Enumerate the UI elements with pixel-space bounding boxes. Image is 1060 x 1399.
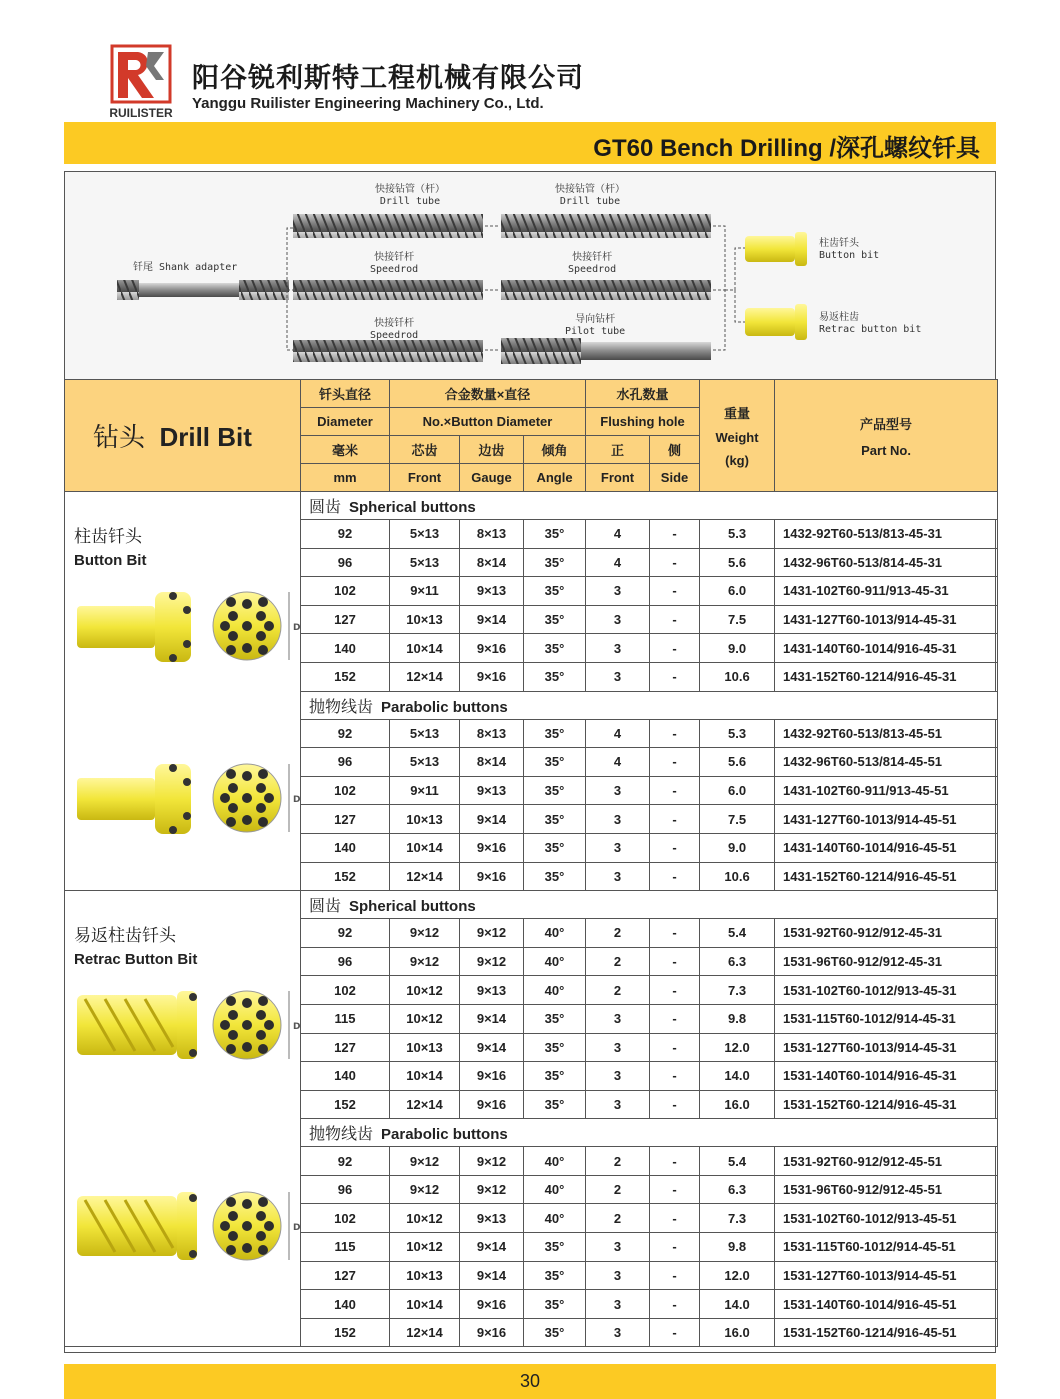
cell-flush-front: 3	[586, 833, 650, 862]
cell-part-number: 1531-127T60-1013/914-45-51	[775, 1261, 998, 1290]
company-name-en: Yanggu Ruilister Engineering Machinery Co., Ltd.	[192, 95, 544, 112]
cell-part-number: 1431-102T60-911/913-45-31	[775, 577, 998, 606]
cell-flush-front: 4	[586, 719, 650, 748]
cell-flush-front: 3	[586, 862, 650, 891]
cell-gauge-buttons: 9×13	[460, 1204, 524, 1233]
cell-front-buttons: 10×12	[390, 1004, 460, 1033]
cell-angle: 35°	[524, 1004, 586, 1033]
section-header: 钻头 Drill Bit	[65, 380, 301, 492]
cell-flush-front: 3	[586, 1290, 650, 1319]
cell-front-buttons: 9×12	[390, 1175, 460, 1204]
flushing-header-en: Flushing hole	[586, 408, 700, 436]
cell-weight: 9.0	[700, 634, 775, 663]
cell-part-number: 1431-140T60-1014/916-45-51	[775, 833, 998, 862]
svg-text:D: D	[293, 1022, 301, 1033]
diameter-header-cn: 钎头直径	[301, 380, 390, 408]
cell-part-number: 1431-140T60-1014/916-45-31	[775, 634, 998, 663]
cell-flush-front: 3	[586, 634, 650, 663]
unit-header-en: mm	[301, 464, 390, 492]
cell-flush-front: 3	[586, 1004, 650, 1033]
cell-flush-side: -	[650, 634, 700, 663]
group-header-row	[65, 891, 998, 919]
cell-gauge-buttons: 9×16	[460, 634, 524, 663]
cell-gauge-buttons: 9×16	[460, 1290, 524, 1319]
cell-angle: 35°	[524, 520, 586, 549]
cell-front-buttons: 10×12	[390, 976, 460, 1005]
gauge-header-en: Gauge	[460, 464, 524, 492]
cell-front-buttons: 12×14	[390, 862, 460, 891]
cell-angle: 35°	[524, 1290, 586, 1319]
cell-flush-side: -	[650, 833, 700, 862]
cell-flush-side: -	[650, 805, 700, 834]
svg-text:D: D	[293, 1222, 301, 1233]
cell-diameter: 140	[301, 634, 390, 663]
cell-flush-side: -	[650, 776, 700, 805]
cell-flush-front: 4	[586, 520, 650, 549]
cell-weight: 14.0	[700, 1062, 775, 1091]
cell-angle: 35°	[524, 1261, 586, 1290]
cell-gauge-buttons: 9×12	[460, 1175, 524, 1204]
cell-diameter: 92	[301, 520, 390, 549]
logo-text: RUILISTER	[109, 106, 173, 120]
cell-flush-front: 3	[586, 1261, 650, 1290]
cell-flush-side: -	[650, 1318, 700, 1347]
cell-angle: 35°	[524, 805, 586, 834]
cell-gauge-buttons: 9×16	[460, 662, 524, 691]
cell-flush-side: -	[650, 1147, 700, 1176]
cell-angle: 35°	[524, 1318, 586, 1347]
flush-side-header-cn: 侧	[650, 436, 700, 464]
cell-weight: 6.3	[700, 947, 775, 976]
svg-text:D: D	[293, 623, 301, 633]
cell-front-buttons: 9×11	[390, 577, 460, 606]
cell-gauge-buttons: 9×16	[460, 833, 524, 862]
cell-flush-side: -	[650, 748, 700, 777]
cell-diameter: 92	[301, 919, 390, 948]
drill-tube-label-1: 快接钻管（杆） Drill tube	[375, 184, 445, 207]
cell-flush-front: 3	[586, 1033, 650, 1062]
cell-flush-front: 3	[586, 577, 650, 606]
cell-part-number: 1531-140T60-1014/916-45-31	[775, 1062, 998, 1091]
cell-diameter: 152	[301, 1090, 390, 1119]
cell-part-number: 1531-102T60-1012/913-45-51	[775, 1204, 998, 1233]
cell-diameter: 127	[301, 805, 390, 834]
cell-angle: 40°	[524, 976, 586, 1005]
cell-diameter: 152	[301, 1318, 390, 1347]
cell-front-buttons: 5×13	[390, 748, 460, 777]
group-label: 抛物线齿 Parabolic buttons	[301, 1119, 998, 1147]
cell-angle: 35°	[524, 776, 586, 805]
cell-weight: 14.0	[700, 1290, 775, 1319]
cell-gauge-buttons: 9×16	[460, 862, 524, 891]
cell-part-number: 1432-92T60-513/813-45-51	[775, 719, 998, 748]
cell-gauge-buttons: 8×13	[460, 719, 524, 748]
cell-gauge-buttons: 8×14	[460, 548, 524, 577]
cell-weight: 6.0	[700, 577, 775, 606]
cell-flush-front: 2	[586, 1204, 650, 1233]
flush-front-header-en: Front	[586, 464, 650, 492]
cell-part-number: 1531-127T60-1013/914-45-31	[775, 1033, 998, 1062]
cell-part-number: 1432-96T60-513/814-45-51	[775, 748, 998, 777]
angle-header-en: Angle	[524, 464, 586, 492]
cell-flush-front: 2	[586, 947, 650, 976]
cell-gauge-buttons: 9×14	[460, 1004, 524, 1033]
cell-front-buttons: 10×13	[390, 805, 460, 834]
cell-diameter: 140	[301, 833, 390, 862]
buttons-header-en: No.×Button Diameter	[390, 408, 586, 436]
cell-part-number: 1531-115T60-1012/914-45-31	[775, 1004, 998, 1033]
cell-gauge-buttons: 9×14	[460, 1033, 524, 1062]
shank-adapter-label: 钎尾 Shank adapter	[133, 262, 238, 273]
cell-gauge-buttons: 9×12	[460, 947, 524, 976]
cell-angle: 40°	[524, 919, 586, 948]
cell-part-number: 1531-152T60-1214/916-45-31	[775, 1090, 998, 1119]
cell-gauge-buttons: 9×14	[460, 1233, 524, 1262]
cell-front-buttons: 10×14	[390, 833, 460, 862]
cell-weight: 5.4	[700, 1147, 775, 1176]
cell-angle: 35°	[524, 548, 586, 577]
cell-diameter: 127	[301, 1261, 390, 1290]
cell-part-number: 1531-96T60-912/912-45-51	[775, 1175, 998, 1204]
group-label: 圆齿 Spherical buttons	[301, 492, 998, 520]
cell-diameter: 115	[301, 1233, 390, 1262]
cell-part-number: 1431-152T60-1214/916-45-51	[775, 862, 998, 891]
cell-weight: 5.3	[700, 520, 775, 549]
cell-front-buttons: 9×12	[390, 1147, 460, 1176]
cell-flush-side: -	[650, 947, 700, 976]
cell-weight: 12.0	[700, 1261, 775, 1290]
cell-angle: 35°	[524, 1062, 586, 1091]
drill-tube-label-2: 快接钻管（杆） Drill tube	[555, 184, 625, 207]
cell-diameter: 102	[301, 776, 390, 805]
cell-angle: 35°	[524, 748, 586, 777]
button-bit-label: 柱齿钎头 Button bit	[819, 238, 880, 261]
cell-diameter: 152	[301, 662, 390, 691]
cell-front-buttons: 10×14	[390, 634, 460, 663]
cell-gauge-buttons: 8×13	[460, 520, 524, 549]
cell-part-number: 1531-102T60-1012/913-45-31	[775, 976, 998, 1005]
flush-front-header-cn: 正	[586, 436, 650, 464]
cell-front-buttons: 9×12	[390, 919, 460, 948]
cell-gauge-buttons: 9×14	[460, 1261, 524, 1290]
page-header	[0, 0, 1060, 122]
cell-diameter: 140	[301, 1062, 390, 1091]
cell-weight: 10.6	[700, 862, 775, 891]
cell-flush-front: 3	[586, 1233, 650, 1262]
cell-weight: 7.5	[700, 605, 775, 634]
cell-diameter: 96	[301, 748, 390, 777]
company-name-cn: 阳谷锐利斯特工程机械有限公司	[192, 63, 584, 94]
cell-weight: 6.0	[700, 776, 775, 805]
cell-front-buttons: 9×12	[390, 947, 460, 976]
cell-part-number: 1531-92T60-912/912-45-31	[775, 919, 998, 948]
cell-diameter: 152	[301, 862, 390, 891]
page-title: GT60 Bench Drilling /深孔螺纹钎具	[593, 135, 980, 162]
cell-part-number: 1432-92T60-513/813-45-31	[775, 520, 998, 549]
cell-part-number: 1431-152T60-1214/916-45-31	[775, 662, 998, 691]
section-name-cn: 柱齿钎头	[74, 527, 142, 547]
cell-flush-side: -	[650, 976, 700, 1005]
cell-front-buttons: 10×12	[390, 1204, 460, 1233]
cell-flush-side: -	[650, 1233, 700, 1262]
buttons-header-cn: 合金数量×直径	[390, 380, 586, 408]
cell-gauge-buttons: 9×13	[460, 776, 524, 805]
cell-diameter: 102	[301, 1204, 390, 1233]
section-name-en: Retrac Button Bit	[74, 951, 198, 969]
cell-part-number: 1431-127T60-1013/914-45-31	[775, 605, 998, 634]
cell-part-number: 1531-152T60-1214/916-45-51	[775, 1318, 998, 1347]
cell-diameter: 96	[301, 947, 390, 976]
section-name-en: Button Bit	[74, 552, 147, 569]
cell-flush-front: 3	[586, 805, 650, 834]
cell-angle: 35°	[524, 605, 586, 634]
cell-angle: 35°	[524, 662, 586, 691]
cell-weight: 5.4	[700, 919, 775, 948]
cell-gauge-buttons: 9×13	[460, 976, 524, 1005]
cell-weight: 5.3	[700, 719, 775, 748]
section-side-cell	[65, 492, 301, 891]
speedrod-label-1: 快接钎杆 Speedrod	[370, 252, 419, 275]
spec-body	[65, 492, 998, 1347]
bit-image-1	[75, 752, 301, 844]
cell-gauge-buttons: 9×14	[460, 605, 524, 634]
cell-gauge-buttons: 8×14	[460, 748, 524, 777]
front-header-cn: 芯齿	[390, 436, 460, 464]
cell-flush-front: 3	[586, 1318, 650, 1347]
group-label: 圆齿 Spherical buttons	[301, 891, 998, 919]
cell-flush-front: 4	[586, 748, 650, 777]
cell-flush-side: -	[650, 1062, 700, 1091]
title-bar	[64, 122, 996, 164]
cell-flush-side: -	[650, 1204, 700, 1233]
cell-part-number: 1531-96T60-912/912-45-31	[775, 947, 998, 976]
cell-diameter: 102	[301, 577, 390, 606]
section-side-cell	[65, 891, 301, 1347]
cell-front-buttons: 10×13	[390, 1033, 460, 1062]
bit-image-3	[75, 1180, 301, 1272]
cell-weight: 5.6	[700, 748, 775, 777]
cell-diameter: 92	[301, 1147, 390, 1176]
cell-diameter: 115	[301, 1004, 390, 1033]
cell-diameter: 96	[301, 1175, 390, 1204]
cell-weight: 9.8	[700, 1233, 775, 1262]
cell-front-buttons: 9×11	[390, 776, 460, 805]
cell-angle: 35°	[524, 1033, 586, 1062]
cell-weight: 9.0	[700, 833, 775, 862]
cell-gauge-buttons: 9×13	[460, 577, 524, 606]
flushing-header-cn: 水孔数量	[586, 380, 700, 408]
drill-string-illustration	[65, 172, 995, 379]
cell-gauge-buttons: 9×12	[460, 1147, 524, 1176]
cell-weight: 16.0	[700, 1318, 775, 1347]
cell-flush-front: 3	[586, 776, 650, 805]
diameter-header-en: Diameter	[301, 408, 390, 436]
cell-front-buttons: 10×14	[390, 1062, 460, 1091]
cell-front-buttons: 10×13	[390, 605, 460, 634]
cell-weight: 7.5	[700, 805, 775, 834]
angle-header-cn: 倾角	[524, 436, 586, 464]
cell-flush-side: -	[650, 548, 700, 577]
drill-string-diagram	[65, 172, 995, 379]
cell-angle: 35°	[524, 634, 586, 663]
cell-part-number: 1432-96T60-513/814-45-31	[775, 548, 998, 577]
cell-part-number: 1531-92T60-912/912-45-51	[775, 1147, 998, 1176]
cell-weight: 9.8	[700, 1004, 775, 1033]
cell-front-buttons: 5×13	[390, 548, 460, 577]
cell-weight: 12.0	[700, 1033, 775, 1062]
cell-gauge-buttons: 9×16	[460, 1318, 524, 1347]
cell-flush-front: 3	[586, 605, 650, 634]
cell-angle: 35°	[524, 1090, 586, 1119]
ruilister-logo	[98, 44, 184, 120]
cell-angle: 40°	[524, 1147, 586, 1176]
cell-weight: 7.3	[700, 976, 775, 1005]
cell-gauge-buttons: 9×12	[460, 919, 524, 948]
weight-header: 重量 Weight (kg)	[700, 380, 775, 492]
bit-image-2	[75, 979, 301, 1071]
cell-flush-side: -	[650, 520, 700, 549]
cell-front-buttons: 5×13	[390, 719, 460, 748]
cell-part-number: 1431-102T60-911/913-45-51	[775, 776, 998, 805]
retrac-bit-label: 易返柱齿 Retrac button bit	[819, 312, 922, 335]
pilot-tube-label: 导向钻杆 Pilot tube	[565, 314, 626, 337]
cell-flush-side: -	[650, 605, 700, 634]
cell-angle: 40°	[524, 1175, 586, 1204]
cell-front-buttons: 12×14	[390, 1090, 460, 1119]
cell-gauge-buttons: 9×16	[460, 1090, 524, 1119]
cell-angle: 35°	[524, 719, 586, 748]
cell-angle: 40°	[524, 1204, 586, 1233]
cell-diameter: 140	[301, 1290, 390, 1319]
cell-flush-side: -	[650, 1175, 700, 1204]
cell-angle: 35°	[524, 577, 586, 606]
cell-part-number: 1431-127T60-1013/914-45-51	[775, 805, 998, 834]
flush-side-header-en: Side	[650, 464, 700, 492]
front-header-en: Front	[390, 464, 460, 492]
cell-flush-side: -	[650, 1261, 700, 1290]
group-label: 抛物线齿 Parabolic buttons	[301, 691, 998, 719]
svg-text:D: D	[293, 795, 301, 806]
part-header: 产品型号 Part No.	[775, 380, 998, 492]
speedrod-label-2: 快接钎杆 Speedrod	[568, 252, 617, 275]
cell-angle: 40°	[524, 947, 586, 976]
group-header-row	[65, 492, 998, 520]
page-number: 30	[64, 1364, 996, 1399]
section-name-cn: 易返柱齿钎头	[74, 926, 176, 947]
cell-flush-side: -	[650, 1033, 700, 1062]
cell-flush-front: 2	[586, 919, 650, 948]
cell-diameter: 102	[301, 976, 390, 1005]
cell-part-number: 1531-140T60-1014/916-45-51	[775, 1290, 998, 1319]
drill-bit-spec-table	[64, 379, 998, 1347]
cell-flush-side: -	[650, 1004, 700, 1033]
cell-diameter: 92	[301, 719, 390, 748]
cell-part-number: 1531-115T60-1012/914-45-51	[775, 1233, 998, 1262]
cell-gauge-buttons: 9×16	[460, 1062, 524, 1091]
cell-front-buttons: 12×14	[390, 1318, 460, 1347]
cell-flush-side: -	[650, 919, 700, 948]
cell-flush-front: 2	[586, 976, 650, 1005]
cell-diameter: 127	[301, 605, 390, 634]
cell-flush-front: 3	[586, 662, 650, 691]
cell-flush-front: 2	[586, 1175, 650, 1204]
cell-angle: 35°	[524, 1233, 586, 1262]
cell-diameter: 96	[301, 548, 390, 577]
cell-weight: 6.3	[700, 1175, 775, 1204]
cell-diameter: 127	[301, 1033, 390, 1062]
cell-flush-side: -	[650, 719, 700, 748]
cell-flush-front: 2	[586, 1147, 650, 1176]
bit-image-0	[75, 580, 301, 672]
cell-flush-side: -	[650, 662, 700, 691]
cell-flush-side: -	[650, 862, 700, 891]
cell-flush-front: 4	[586, 548, 650, 577]
cell-front-buttons: 5×13	[390, 520, 460, 549]
unit-header-cn: 毫米	[301, 436, 390, 464]
cell-flush-side: -	[650, 577, 700, 606]
cell-front-buttons: 12×14	[390, 662, 460, 691]
cell-weight: 16.0	[700, 1090, 775, 1119]
cell-flush-side: -	[650, 1290, 700, 1319]
speedrod-label-3: 快接钎杆 Speedrod	[370, 318, 419, 341]
cell-flush-front: 3	[586, 1062, 650, 1091]
cell-flush-side: -	[650, 1090, 700, 1119]
cell-weight: 7.3	[700, 1204, 775, 1233]
cell-front-buttons: 10×14	[390, 1290, 460, 1319]
gauge-header-cn: 边齿	[460, 436, 524, 464]
cell-angle: 35°	[524, 862, 586, 891]
cell-front-buttons: 10×13	[390, 1261, 460, 1290]
cell-gauge-buttons: 9×14	[460, 805, 524, 834]
cell-angle: 35°	[524, 833, 586, 862]
cell-front-buttons: 10×12	[390, 1233, 460, 1262]
cell-weight: 10.6	[700, 662, 775, 691]
cell-flush-front: 3	[586, 1090, 650, 1119]
cell-weight: 5.6	[700, 548, 775, 577]
